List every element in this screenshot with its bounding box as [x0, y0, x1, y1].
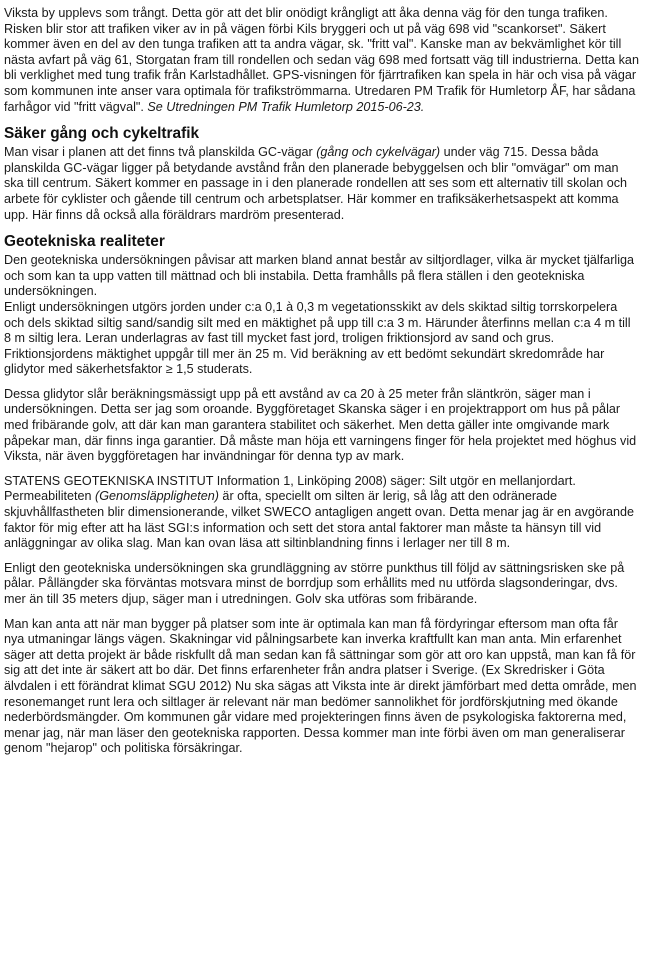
gang-text-italic: (gång och cykelvägar): [316, 145, 441, 160]
gang-text-c: under väg 715. Dessa båda planskilda GC-vägar ligger på betydande avstånd från den planerade bebyggelsen och blir "omvägar" om man ska till centrum. Säkert kommer en passage in i den planerade rondellen att ses som ett alternativ till skolan och arbete för cyklister och gående till centrum och arbetsplatser. Här kommer en trafiksäkerhetsaspekt att komma upp. Här finns då också alla föräldrars mardröm presenterad.: [4, 145, 628, 222]
heading-geoteknik: Geotekniska realiteter: [4, 233, 165, 251]
intro-reference: Se Utredningen PM Trafik Humletorp 2015-06-23.: [147, 99, 425, 114]
geo-paragraph-3: Dessa glidytor slår beräkningsmässigt upp på ett avstånd av ca 20 à 25 meter från släntkrön, säger man i undersökningen. Detta ser jag som oroande. Byggföretaget Skanska säger i en projektrapport om hus på pålar med fribärande golv, att där kan man garantera stabilitet och säkerhet. Men detta gäller inte omgivande mark påpekar man, där finns inga garantier. Då måste man höja ett varningens finger för hela projektet med höghus vid Viksta, när även byggföretagen har invändningar för denna typ av mark.: [4, 386, 637, 464]
intro-paragraph: [4, 6, 640, 115]
geo-p4-italic: (Genomsläppligheten): [95, 489, 219, 504]
heading-gang-cykel: Säker gång och cykeltrafik: [4, 125, 200, 143]
geo-paragraph-4: [4, 474, 640, 552]
geo-p4-text-a: STATENS GEOTEKNISKA INSTITUT Information 1, Linköping 2008) säger: Silt utgör en mellanjordart. Permeabiliteten: [4, 473, 576, 504]
geo-paragraph-2: Enligt undersökningen utgörs jorden under c:a 0,1 à 0,3 m vegetationsskikt av dels skiktad siltig torrskorpelera och dels skiktad siltig sand/sandig silt med en mäktighet på upp till c:a 3 m. Härunder återfinns mellan c:a 4 m till 8 m siltig lera. Leran underlagras av fast till mycket fast jord, troligen friktionsjord av sand och grus. Friktionsjordens mäktighet uppgår till mer än 25 m. Vid beräkning av ett bedömt sekundärt skredområde har glidytor med säkerhetsfaktor ≥ 1,5 studerats.: [4, 299, 631, 377]
geo-paragraph-1: Den geotekniska undersökningen påvisar att marken bland annat består av siltjordlager, vilka är mycket tjälfarliga och som kan ta upp vatten till mättnad och bli instabila. Detta framhålls på flera ställen i den geotekniska undersökningen.: [4, 253, 635, 299]
paragraph-gap: [4, 378, 640, 387]
gang-text-a: Man visar i planen att det finns två planskilda GC-vägar: [4, 145, 317, 160]
paragraph-gap: [4, 608, 640, 617]
intro-text: Viksta by upplevs som trångt. Detta gör att det blir onödigt krångligt att åka denna väg för den tunga trafiken. Risken blir stor att trafiken viker av in på vägen förbi Kils bryggeri och ut på väg 698 vid "scankorset". Säkert kommer även en del av den tunga trafiken att ta andra vägar, sk. "fritt val". Kanske man av bekvämlighet kör till nästa avfart på väg 61, Storgatan fram till rondellen och sedan väg 698 med fortsatt väg till industrierna. Detta kan bli verklighet med tung trafik från Karlstadhållet. GPS-visningen för fjärrtrafiken kan spela in här och visa på vägar som kommunen inte anser vara optimala för trafikströmmarna. Utredaren PM Trafik för Humletorp ÅF, har sådana farhågor vid "fritt vägval".: [4, 6, 639, 114]
paragraph-gap: [4, 465, 640, 474]
geo-p4-text-c: är ofta, speciellt om silten är lerig, så låg att den odränerade skjuvhållfastheten blir dimensionerande, vilket SWECO antagligen angett ovan. Detta menar jag är en avgörande faktor för mig efter att ha läst SGI:s information och sett det stora antal faktorer man måste ta hänsyn till vid anläggningar av olika slag. Man kan ovan läsa att siltinblandning finns i lerlager ner till 8 m.: [4, 489, 635, 551]
geo-paragraph-5: Enligt den geotekniska undersökningen ska grundläggning av större punkthus till följd av sättningsrisken ske på pålar. Pållängder ska förväntas motsvara minst de borrdjup som erhållits med nu utförda slagsonderingar, dvs. mer än till 35 meters djup, säger man i utredningen. Golv ska utföras som fribärande.: [4, 560, 625, 606]
gang-paragraph: [4, 145, 640, 223]
paragraph-gap: [4, 552, 640, 561]
geo-paragraph-6: Man kan anta att när man bygger på platser som inte är optimala kan man få fördyringar eftersom man ofta får nya utmaningar längs vägen. Skakningar vid pålningsarbete kan inverka kraftfullt kan man anta. Min erfarenhet säger att detta projekt är både riskfullt då man sedan kan få sättningar som gör att oro kan uppstå, man kan få för sig att det inte är säkert att bo där. Det finns erfarenheter från andra platser i Sverige. (Ex Skredrisker i Göta älvdalen i ett förändrat klimat SGU 2012) Nu ska sägas att Viksta inte är direkt jämförbart med detta område, men resonemanget runt lera och siltlager är relevant när man bedömer sannolikhet för jordförskjutning med ökande nederbördsmängder. Om kommunen går vidare med projekteringen finns även de psykologiska faktorerna med, menar jag, när man läser den geotekniska rapporten. Dessa kommer man inte förbi även om man generaliserar genom "hejarop" och politiska försäkringar.: [4, 616, 637, 756]
